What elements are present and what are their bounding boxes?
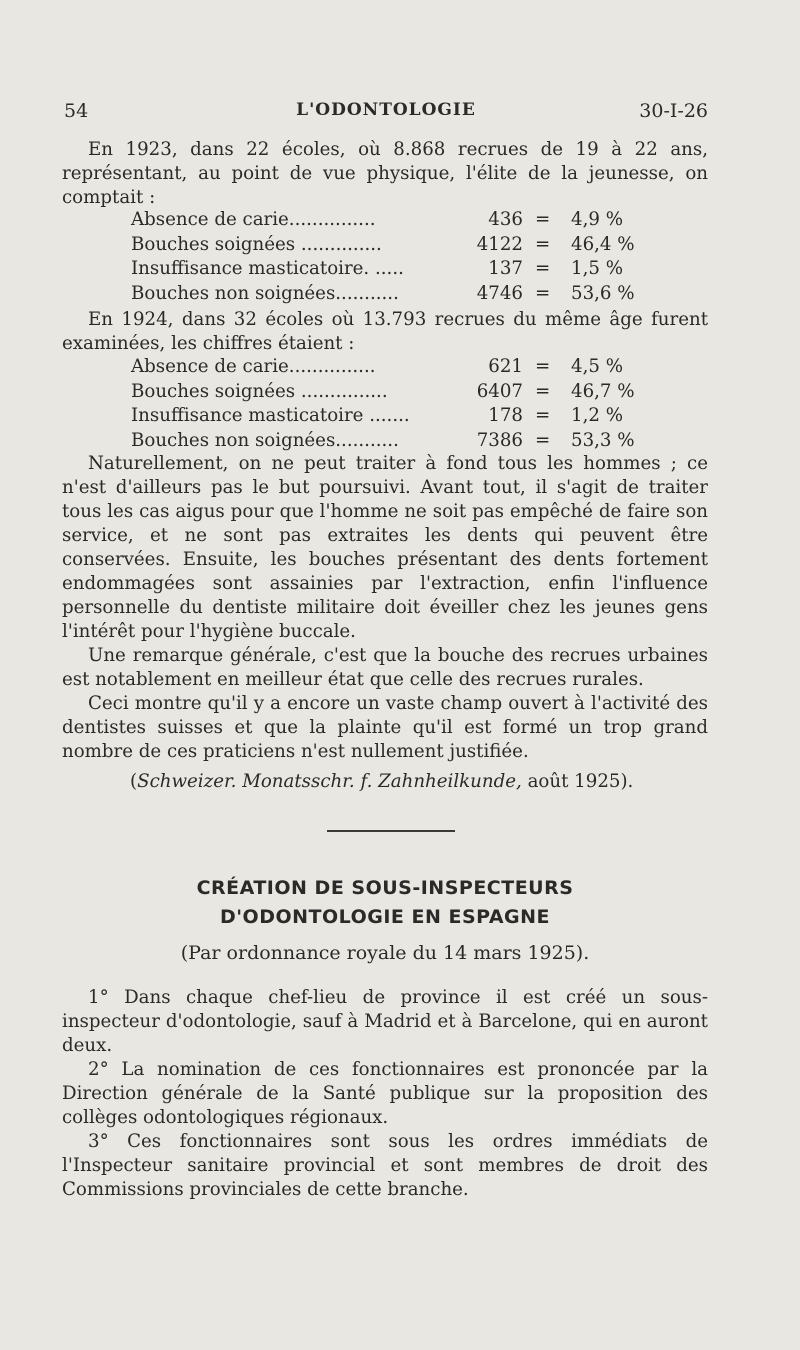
journal-title: L'ODONTOLOGIE [296, 100, 476, 120]
row-count: 6407 [476, 380, 523, 402]
row-percent: 53,6 % [571, 282, 635, 304]
paragraph-conclusion: Ceci montre qu'il y a encore un vaste champ ouvert à l'activité des dentistes suisses et que la plainte qu'il est formé un trop grand nombre de ces praticiens n'est nullement justifiée. [62, 693, 708, 762]
article-1: 1° Dans chaque chef-lieu de province il est créé un sous-inspecteur d'odontologie, sauf à Madrid et à Barcelone, qui en auront deux. [62, 987, 708, 1056]
table-row [131, 257, 651, 282]
row-equals: = [535, 380, 551, 402]
table-row [131, 380, 651, 405]
section-title-line2: D'ODONTOLOGIE EN ESPAGNE [219, 906, 551, 928]
row-percent: 1,5 % [571, 258, 623, 279]
row-count: 436 [488, 209, 523, 230]
section-subtitle: (Par ordonnance royale du 14 mars 1925). [180, 942, 590, 964]
running-header [64, 100, 708, 126]
row-label: Bouches non soignées........... [131, 429, 399, 451]
row-label: Absence de carie............... [131, 209, 376, 230]
section-divider [327, 830, 455, 832]
row-label: Insuffisance masticatoire ....... [131, 405, 410, 426]
row-percent: 4,5 % [571, 356, 623, 377]
row-equals: = [535, 258, 551, 279]
stats-table-1923 [131, 208, 651, 306]
page-number: 54 [64, 100, 89, 122]
intro-1923 [62, 138, 708, 210]
stats-table-1924 [131, 355, 651, 453]
row-label: Bouches soignées ............... [131, 380, 388, 402]
row-equals: = [535, 405, 551, 426]
row-equals: = [535, 233, 551, 255]
citation: (Schweizer. Monatsschr. f. Zahnheilkunde, août 1925). [130, 771, 634, 792]
citation-date: août 1925). [527, 771, 634, 792]
article-2: 2° La nomination de ces fonctionnaires est prononcée par la Direction générale de la Santé publique sur la proposition des collèges odontologiques régionaux. [62, 1059, 708, 1128]
decree-articles [62, 986, 708, 1202]
section-title-line1: CRÉATION DE SOUS-INSPECTEURS [196, 877, 574, 899]
row-equals: = [535, 356, 551, 377]
row-percent: 4,9 % [571, 209, 623, 230]
intro-1924 [62, 308, 708, 356]
table-row [131, 208, 651, 233]
intro-1924-text: En 1924, dans 32 écoles où 13.793 recrues du même âge furent examinées, les chiffres étaient : [62, 309, 708, 354]
row-equals: = [535, 282, 551, 304]
row-count: 137 [488, 258, 523, 279]
row-count: 621 [488, 356, 523, 377]
article-3: 3° Ces fonctionnaires sont sous les ordres immédiats de l'Inspecteur sanitaire provincial et sont membres de droit des Commissions provinciales de cette branche. [62, 1131, 708, 1200]
table-row [131, 282, 651, 307]
row-label: Bouches soignées .............. [131, 233, 382, 255]
body-paragraphs [62, 452, 708, 764]
issue-date: 30-I-26 [639, 100, 708, 122]
intro-1923-text: En 1923, dans 22 écoles, où 8.868 recrues de 19 à 22 ans, représentant, au point de vue physique, l'élite de la jeunesse, on comptait : [62, 139, 708, 208]
table-row [131, 355, 651, 380]
paragraph-urban-rural: Une remarque générale, c'est que la bouche des recrues urbaines est notablement en meilleur état que celle des recrues rurales. [62, 645, 708, 690]
row-label: Insuffisance masticatoire. ..... [131, 258, 404, 279]
paragraph-treatment: Naturellement, on ne peut traiter à fond tous les hommes ; ce n'est d'ailleurs pas le but poursuivi. Avant tout, il s'agit de traiter tous les cas aigus pour que l'homme ne soit pas empêché de faire son service, et ne sont pas extraites les dents qui peuvent être conservées. Ensuite, les bouches présentant des dents fortement endommagées sont assainies par l'extraction, enfin l'influence personnelle du dentiste militaire doit éveiller chez les jeunes gens l'intérêt pour l'hygiène buccale. [62, 453, 708, 642]
table-row [131, 233, 651, 258]
row-percent: 1,2 % [571, 405, 623, 426]
table-row [131, 404, 651, 429]
row-percent: 53,3 % [571, 429, 635, 451]
row-label: Absence de carie............... [131, 356, 376, 377]
row-count: 4122 [476, 233, 523, 255]
row-label: Bouches non soignées........... [131, 282, 399, 304]
row-count: 178 [488, 405, 523, 426]
table-row [131, 429, 651, 454]
row-equals: = [535, 209, 551, 230]
row-equals: = [535, 429, 551, 451]
row-count: 7386 [476, 429, 523, 451]
citation-source: Schweizer. Monatsschr. f. Zahnheilkunde, [137, 771, 522, 792]
row-percent: 46,7 % [571, 380, 635, 402]
row-percent: 46,4 % [571, 233, 635, 255]
row-count: 4746 [476, 282, 523, 304]
